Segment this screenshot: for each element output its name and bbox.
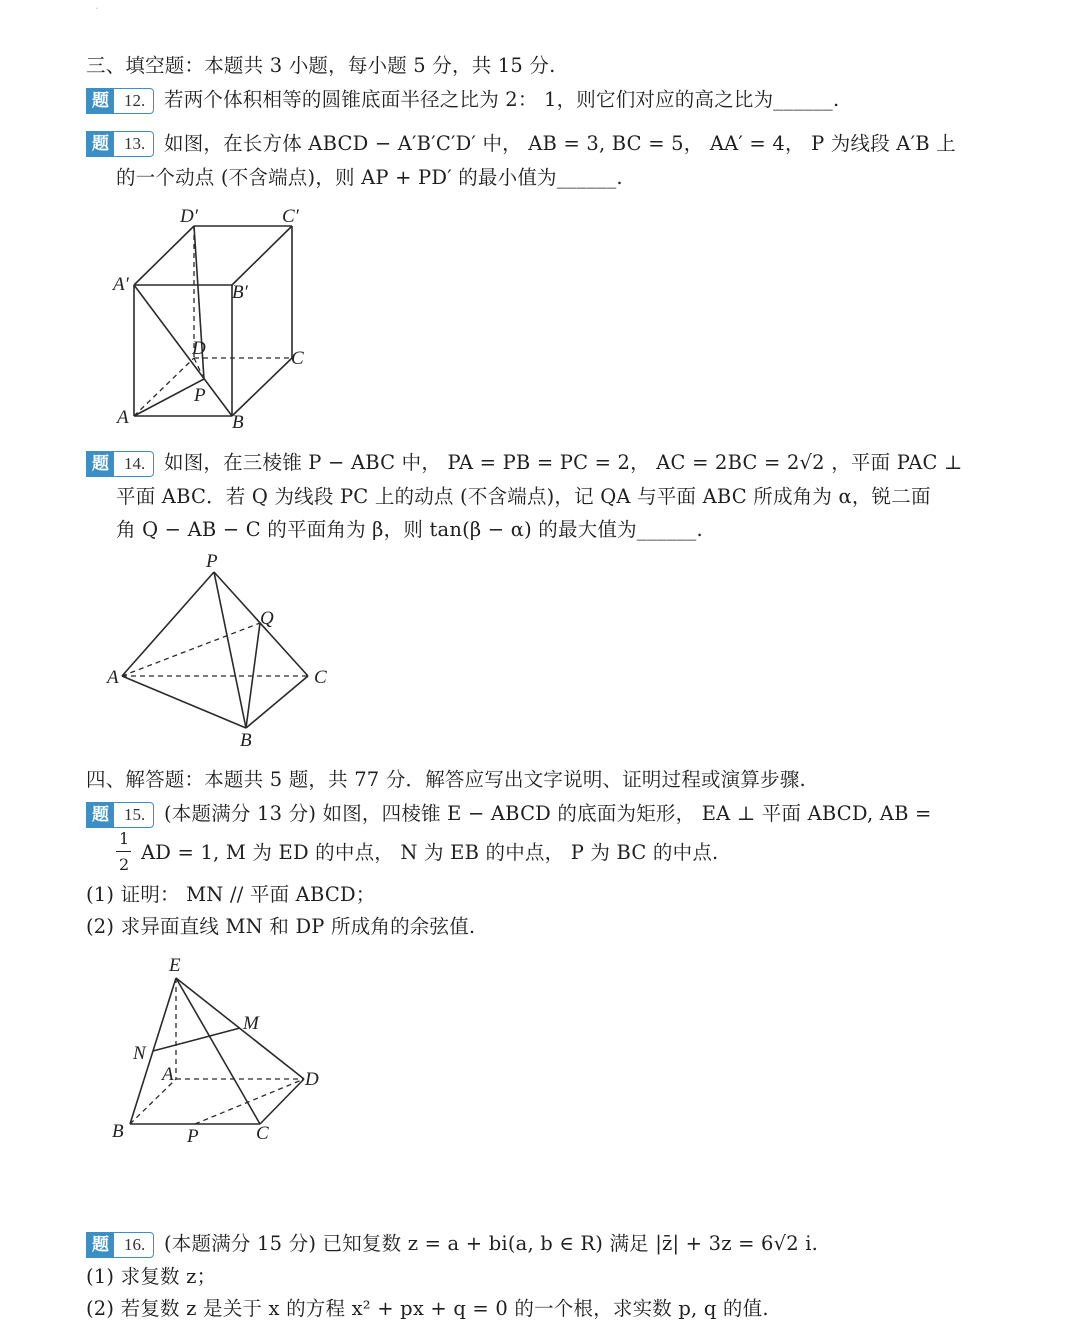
question-number: 12. xyxy=(124,91,146,110)
question-badge-tag: 题 xyxy=(87,452,114,476)
quad-pyramid-figure xyxy=(100,948,340,1148)
question-14-badge xyxy=(86,451,154,477)
segment-mn xyxy=(153,1028,240,1051)
fraction-denominator: 2 xyxy=(119,855,130,874)
section-4-heading: 四、解答题：本题共 5 题，共 77 分．解答应写出文字说明、证明过程或演算步骤. xyxy=(86,768,806,791)
hidden-segment-aq xyxy=(122,623,260,676)
edge-a1d1 xyxy=(134,226,194,285)
question-number: 15. xyxy=(124,805,146,824)
cuboid-figure xyxy=(100,200,360,440)
label-c: C xyxy=(256,1123,269,1144)
question-13-line-2: 的一个动点 (不含端点)，则 AP + PD′ 的最小值为______. xyxy=(116,166,623,189)
fraction-bar xyxy=(116,851,131,852)
edge-c1b1 xyxy=(232,226,292,285)
label-d1: D′ xyxy=(180,206,198,227)
question-16-part-2: (2) 若复数 z 是关于 x 的方程 x² + px + q = 0 的一个根，求实数 p, q 的值. xyxy=(86,1297,769,1320)
question-number: 14. xyxy=(124,454,146,473)
hidden-segment-pd xyxy=(195,1079,304,1124)
label-d: D xyxy=(305,1069,319,1090)
question-15-part-2: (2) 求异面直线 MN 和 DP 所成角的余弦值. xyxy=(86,915,476,938)
label-a: A xyxy=(117,407,129,428)
label-a1: A′ xyxy=(113,274,129,295)
label-p: P xyxy=(187,1126,199,1147)
scan-dot: ˙ xyxy=(94,6,100,20)
question-badge-tag: 题 xyxy=(87,1233,114,1257)
edge-ap xyxy=(122,572,214,676)
question-16-badge xyxy=(86,1232,154,1258)
question-15-badge xyxy=(86,802,154,828)
question-15-line-2: AD = 1, M 为 ED 的中点， N 为 EB 的中点， P 为 BC 的中点. xyxy=(141,841,719,864)
question-14-line-3: 角 Q − AB − C 的平面角为 β，则 tan(β − α) 的最大值为______. xyxy=(116,518,703,541)
label-p: P xyxy=(206,552,218,572)
label-c: C xyxy=(314,667,327,688)
label-b: B xyxy=(232,412,244,433)
question-number: 13. xyxy=(124,134,146,153)
label-a: A xyxy=(162,1064,174,1085)
question-12-badge xyxy=(86,88,154,114)
question-16-part-1: (1) 求复数 z； xyxy=(86,1265,217,1288)
edge-ab xyxy=(122,676,246,728)
label-e: E xyxy=(169,955,181,976)
section-3-heading: 三、填空题：本题共 3 小题，每小题 5 分，共 15 分. xyxy=(86,54,556,77)
label-m: M xyxy=(243,1013,259,1034)
edge-bc xyxy=(232,358,292,416)
hidden-edge-ad xyxy=(134,358,194,416)
question-13-line-1: 如图，在长方体 ABCD − A′B′C′D′ 中， AB = 3, BC = 5， AA′ = 4， P 为线段 A′B 上 xyxy=(164,132,956,155)
segment-a1b xyxy=(134,285,232,416)
question-15-line-1: (本题满分 13 分) 如图，四棱锥 E − ABCD 的底面为矩形， EA ⊥ 平面 ABCD, AB = xyxy=(164,802,932,825)
label-p: P xyxy=(194,385,206,406)
question-12-text: 若两个体积相等的圆锥底面半径之比为 2： 1，则它们对应的高之比为______. xyxy=(164,88,840,111)
label-b1: B′ xyxy=(232,282,248,303)
label-b: B xyxy=(112,1121,124,1142)
label-c1: C′ xyxy=(282,206,299,227)
label-q: Q xyxy=(260,608,274,629)
question-number: 16. xyxy=(124,1235,146,1254)
label-b: B xyxy=(240,730,252,751)
question-14-line-2: 平面 ABC．若 Q 为线段 PC 上的动点 (不含端点)，记 QA 与平面 ABC 所成角为 α，锐二面 xyxy=(116,485,931,508)
label-n: N xyxy=(133,1043,146,1064)
label-d: D xyxy=(192,338,206,359)
question-14-line-1: 如图，在三棱锥 P − ABC 中， PA = PB = PC = 2， AC = 2BC = 2√2 ，平面 PAC ⊥ xyxy=(164,451,963,474)
edge-cd xyxy=(260,1079,304,1124)
question-badge-tag: 题 xyxy=(87,132,114,156)
fraction-numerator: 1 xyxy=(119,829,130,848)
question-15-part-1: (1) 证明： MN // 平面 ABCD； xyxy=(86,883,376,906)
label-c: C xyxy=(291,348,304,369)
question-13-badge xyxy=(86,131,154,157)
question-badge-tag: 题 xyxy=(87,89,114,113)
question-16-line-1: (本题满分 15 分) 已知复数 z = a + bi(a, b ∈ R) 满足 |z̄| + 3z = 6√2 i. xyxy=(164,1232,819,1255)
edge-bc xyxy=(246,676,308,728)
question-badge-tag: 题 xyxy=(87,803,114,827)
pyramid-figure xyxy=(100,552,350,752)
label-a: A xyxy=(107,667,119,688)
edge-pb xyxy=(214,572,246,728)
